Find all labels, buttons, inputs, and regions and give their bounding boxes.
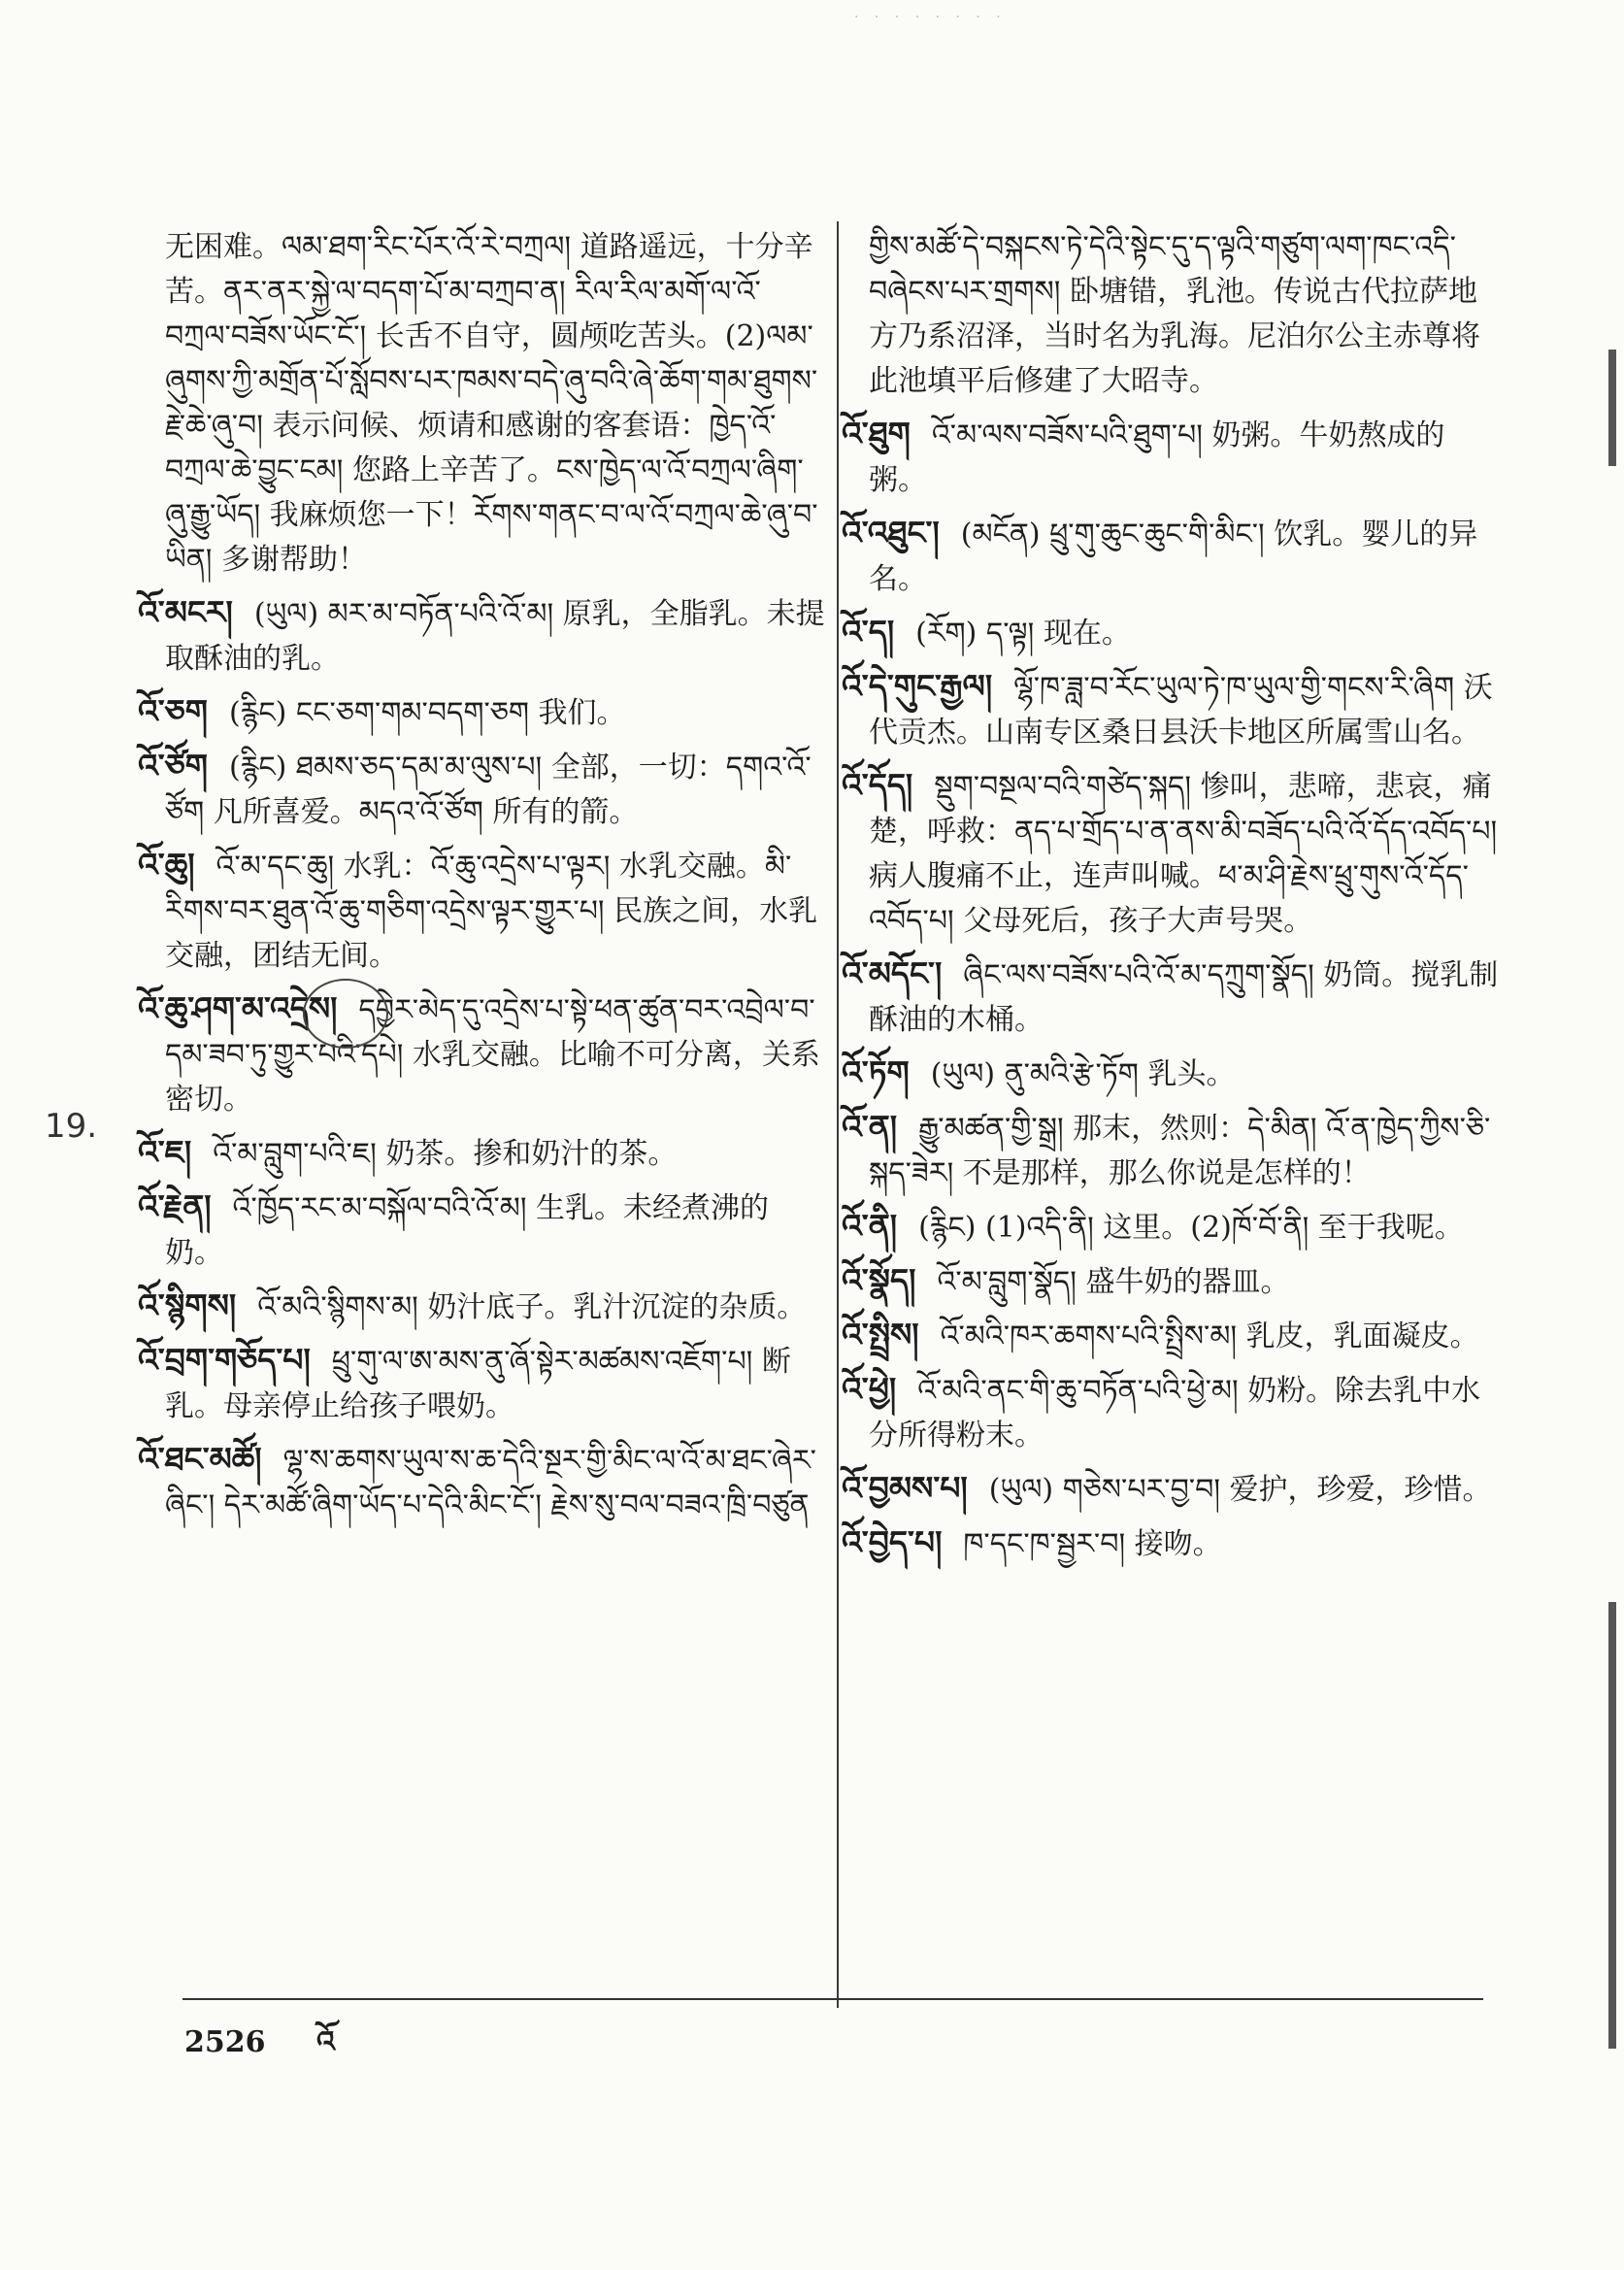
entry-text: འོ་མའི་སྙིགས་མ། 奶汁底子。乳汁沉淀的杂质。 [257,1290,807,1324]
dictionary-entry [165,225,825,583]
entry-text: ལྷ་ས་ཆགས་ཡུལ་ས་ཆ་དེའི་སྔར་གྱི་མིང་ལ་འོ་མ་ཐང་ཞེར་ཞིང་། དེར་མཚོ་ཞིག་ཡོད་པ་དེའི་མིང་ངོ་། རྗེས་སུ་བལ་བཟའ་ཁྲི་བཙུན [165,1444,816,1522]
entry-text: ལྷོ་ཁ་ཟླ་བ་རོང་ཡུལ་ཏེ་ཁ་ཡུལ་གྱི་གངས་རི་ཞིག 沃代贡杰。山南专区桑日县沃卡地区所属雪山名。 [869,671,1493,750]
dictionary-entry [138,1185,825,1276]
entry-text: (མངོན) ཕྲུ་གུ་ཆུང་ཆུང་གི་མིང་། 饮乳。婴儿的异名。 [869,517,1478,596]
entry-text: དབྱེར་མེད་དུ་འདྲེས་པ་སྟེ་ཕན་ཚུན་བར་འབྲེལ་བ་དམ་ཟབ་ཏུ་གྱུར་པའི་དཔེ། 水乳交融。比喻不可分离，关系密切。 [165,993,820,1117]
entry-headword: འོ་ཏོག [842,1053,910,1091]
margin-note: 19. [45,1107,98,1146]
entry-text: (ཡུལ) གཅེས་པར་བྱ་བ། 爱护，珍爱，珍惜。 [988,1473,1492,1507]
entry-text: འོ་མ་དང་ཆུ། 水乳：འོ་ཆུ་འདྲེས་པ་ལྟར། 水乳交融。མི་རིགས་བར་ཐུན་འོ་ཆུ་གཅིག་འདྲེས་ལྟར་གྱུར་པ། 民族之间，水乳交融，团结无间。 [165,850,818,973]
entry-text: རྒྱུ་མཚན་གྱི་སྒྲ། 那末，然则：དེ་མིན། འོ་ན་ཁྱེད་ཀྱིས་ཅི་སྐད་ཟེར། 不是那样，那么你说是怎样的！ [869,1112,1491,1190]
entry-text: འོ་མ་བླུག་སྣོད། 盛牛奶的器皿。 [937,1265,1290,1299]
entry-headword: འོ་ཇ། [138,1133,192,1171]
entry-text: ཕྲུ་གུ་ལ་ཨ་མས་ནུ་ཞོ་སྟེར་མཚམས་འཇོག་པ། 断乳。母亲停止给孩子喂奶。 [165,1345,791,1423]
entry-headword: འོ་ཐང་མཚོ། [138,1440,262,1478]
entry-headword: འོ་ཐུག [842,415,911,452]
page-number: 2526 [184,2025,266,2059]
entry-headword: འོ་ཕྱེ། [842,1370,897,1408]
entry-text: ཞིང་ལས་བཟོས་པའི་འོ་མ་དཀྲུག་སྣོད། 奶筒。搅乳制酥油的木桶。 [869,958,1499,1037]
entry-headword: འོ་བྱམས་པ། [842,1469,968,1507]
dictionary-entry [842,1105,1500,1196]
entry-headword: འོ་དོད། [842,766,913,804]
footer-rule [182,1998,1483,2000]
entry-text: (ཡུལ) མར་མ་བཏོན་པའི་འོ་མ། 原乳，全脂乳。未提取酥油的乳。 [165,597,825,676]
entry-headword: འོ་མངར། [138,593,233,631]
entry-headword: འོ་ད། [842,613,895,651]
entry-text: ཁ་དང་ཁ་སྦྱར་བ། 接吻。 [963,1527,1222,1561]
dictionary-entry [138,744,825,835]
entry-text: (རོག) ད་ལྟ། 现在。 [915,617,1131,651]
scan-edge-mark [1608,1602,1616,2049]
entry-text: འོ་མའི་ནང་གི་ཆུ་བཏོན་པའི་ཕྱེ་མ། 奶粉。除去乳中水分所得粉末。 [869,1374,1481,1452]
dictionary-entry [842,664,1500,755]
entry-text: 无困难。ལམ་ཐག་རིང་པོར་འོ་རེ་བཀྲལ། 道路遥远，十分辛苦。ནར་ནར་སྐྱེ་ལ་བདག་པོ་མ་བཀྲབ་ན། རིལ་རིལ་མགོ་ལ་འོ་བཀྲལ་བཟོས་ཡོང་ངོ་། 长舌不自守，圆颅吃苦头。(2)ལམ་ཞུགས་ཀྱི་མགྲོན་པོ་སློབས་པར་ཁམས་བདེ་ཞུ་བའི་ཞེ་ཆོག་གམ་ཐུགས་རྗེ་ཆེ་ཞུ་བ། 表示问候、烦请和感谢的客套语：ཁྱེད་འོ་བཀྲལ་ཆེ་བྱུང་ངམ། 您路上辛苦了。ངས་ཁྱེད་ལ་འོ་བཀྲལ་ཞིག་ཞུ་རྒྱུ་ཡོད། 我麻烦您一下！རོགས་གནང་བ་ལ་འོ་བཀྲལ་ཆེ་ཞུ་བ་ཡིན། 多谢帮助！ [165,230,818,577]
dictionary-entry [842,1466,1500,1513]
right-column [842,225,1500,1575]
entry-headword: འོ་སྙིགས། [138,1286,237,1324]
entry-text: (རྙིང) ངང་ཅག་གམ་བདག་ཅག 我们。 [228,696,626,730]
dictionary-entry [842,1204,1500,1251]
dictionary-entry [842,1313,1500,1359]
dictionary-entry [138,986,825,1122]
entry-headword: འོ་སྣོད། [842,1261,916,1299]
entry-text: (རྙིང) (1)འདི་ནི། 这里。(2)ཁོ་བོ་ནི། 至于我呢。 [918,1211,1464,1245]
page-footer [184,2010,376,2091]
left-column [138,225,825,1536]
entry-headword: འོ་ཅག [138,692,208,730]
dictionary-entry [138,843,825,979]
entry-headword: འོ་རྗེན། [138,1187,212,1225]
dictionary-entry [842,1051,1500,1097]
hand-drawn-circle [303,979,388,1049]
dictionary-entry [138,1130,825,1177]
dictionary-entry [842,1520,1500,1567]
entry-text: འོ་མ་བླུག་པའི་ཇ། 奶茶。掺和奶汁的茶。 [213,1137,678,1171]
entry-headword: འོ་མདོང་། [842,954,943,992]
column-divider [837,221,839,2008]
dictionary-entry [842,610,1500,656]
entry-text: (རྙིང) ཐམས་ཅད་དམ་མ་ལུས་པ། 全部，一切：དགའ་འོ་ཙོག 凡所喜爱。མདའ་འོ་ཙོག 所有的箭。 [165,751,812,829]
entry-headword: འོ་ཆུ་ཤག་མ་འདྲེས། [138,989,338,1027]
entry-headword: འོ་ཆུ། [138,846,195,884]
entry-headword: འོ་ནི། [842,1207,898,1245]
dictionary-entry [842,1258,1500,1305]
entry-headword: འོ་བྱེད་པ། [842,1523,943,1561]
entry-text: གྱིས་མཚོ་དེ་བསྐངས་ཏེ་དེའི་སྟེང་དུ་ད་ལྟའི་གཙུག་ལག་ཁང་འདི་བཞེངས་པར་གྲགས། 卧塘错，乳池。传说古代拉萨地方乃系沼泽，当时名为乳海。尼泊尔公主赤尊将此池填平后修建了大昭寺。 [869,230,1480,398]
entry-text: སྡུག་བསྔལ་བའི་གཙེད་སྐད། 惨叫，悲啼，悲哀，痛楚，呼救：ནད་པ་གྲོད་པ་ན་ནས་མི་བཟོད་པའི་འོ་དོད་འབོད་པ། 病人腹痛不止，连声叫喊。ཕ་མ་ཤི་རྗེས་ཕྲུ་གུས་འོ་དོད་འབོད་པ། 父母死后，孩子大声号哭。 [869,770,1498,938]
entry-text: འོ་ཁྱོད་རང་མ་བསྐོལ་བའི་འོ་མ། 生乳。未经煮沸的奶。 [165,1191,770,1270]
entry-headword: འོ་བྲག་གཅོད་པ། [138,1341,311,1379]
scan-edge-mark [1608,350,1616,466]
dictionary-entry [138,1284,825,1330]
entry-text: (ཡུལ) ནུ་མའི་རྩེ་ཏོག 乳头。 [930,1057,1236,1091]
dictionary-entry [842,763,1500,944]
dictionary-entry [842,412,1500,503]
dictionary-entry [138,1437,825,1528]
entry-headword: འོ་ཙོག [138,747,208,784]
entry-text: འོ་མ་ལས་བཟོས་པའི་ཐུག་པ། 奶粥。牛奶熬成的粥。 [869,418,1445,497]
entry-text: འོ་མའི་ཁར་ཆགས་པའི་སྤྲིས་མ། 乳皮，乳面凝皮。 [940,1319,1479,1353]
dictionary-entry [869,225,1500,404]
dictionary-entry [138,1338,825,1429]
entry-headword: འོ་ན། [842,1108,898,1146]
dictionary-entry [138,689,825,736]
entry-headword: འོ་དེ་གུང་རྒྱལ། [842,667,993,705]
dictionary-entry [842,951,1500,1043]
scan-artifact: · · · · · · · · [854,10,1007,25]
dictionary-entry [842,1367,1500,1458]
entry-headword: འོ་སྤྲིས། [842,1316,919,1353]
dictionary-entry [138,590,825,682]
section-letter: འོ [315,2025,335,2059]
entry-headword: འོ་འཐུང་། [842,514,940,551]
dictionary-entry [842,511,1500,602]
